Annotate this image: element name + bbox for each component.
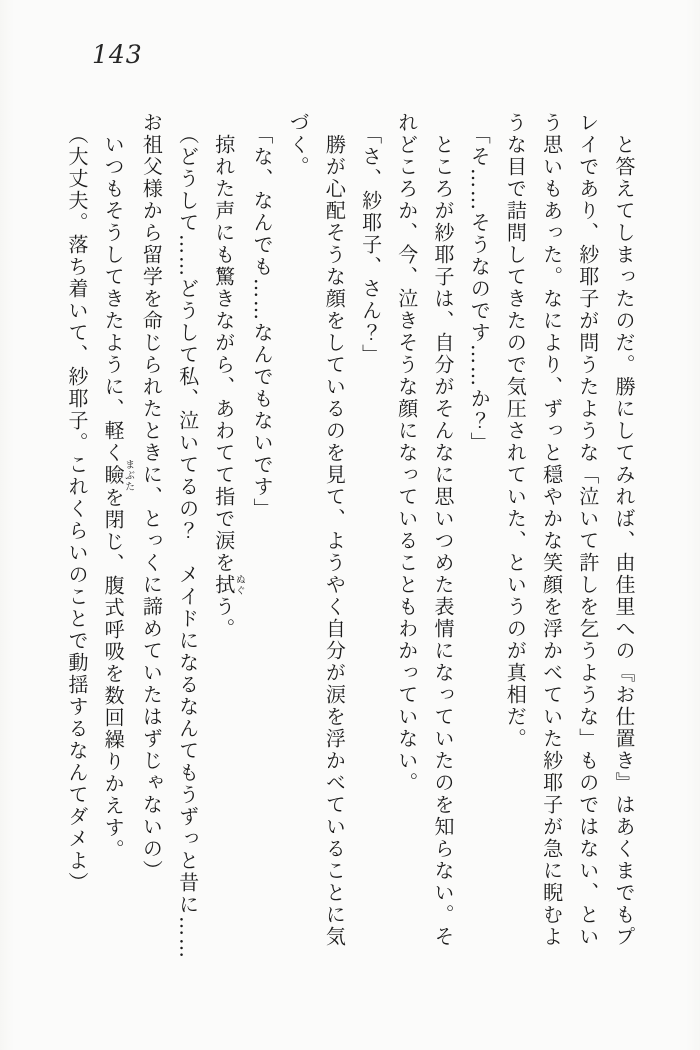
text-line: 勝が心配そうな顔をしているのを見て、ようやく自分が涙を浮かべていることに気	[322, 112, 347, 948]
page-text	[59, 112, 642, 984]
text-line: と答えてしまったのだ。勝にしてみれば、由佳里への『お仕置き』はあくまでもプ	[612, 112, 636, 948]
text-line: いつもそうしてきたように、軽く瞼まぶたを閉じ、腹式呼吸を数回繰りかえす。	[101, 112, 134, 861]
text-line: れどころか、今、泣きそうな顔になっていることもわかっていない。	[394, 112, 419, 794]
page-number: 143	[92, 40, 143, 69]
furigana: ぬぐ	[233, 574, 245, 596]
text-line: づく。	[286, 112, 311, 178]
ruby-annotated-kanji: 拭ぬぐ	[211, 574, 245, 596]
text-line: （どうして……どうして私、泣いてるの？ メイドになるなんてもうずっと昔に……	[175, 112, 200, 960]
text-line: お祖父様から留学を命じられたときに、とっくに諦めていたはずじゃないの）	[139, 112, 164, 882]
furigana: まぶた	[122, 459, 134, 492]
text-line: う思いもあった。なにより、ずっと穏やかな笑顔を浮かべていた紗耶子が急に睨むよ	[539, 112, 564, 948]
ruby-annotated-kanji: 瞼まぶた	[101, 459, 134, 492]
text-line: ところが紗耶子は、自分がそんなに思いつめた表情になっていたのを知らない。そ	[430, 112, 455, 948]
text-line: 「さ、紗耶子、さん？」	[358, 112, 383, 366]
text-line: うな目で詰問してきたので気圧されていた、というのが真相だ。	[503, 112, 528, 750]
text-line: 「な、なんでも……なんでもないです」	[249, 112, 274, 520]
text-line: 掠れた声にも驚きながら、あわてて指で涙を拭ぬぐう。	[211, 112, 245, 640]
text-line: （大丈夫。落ち着いて、紗耶子。これくらいのことで動揺するなんてダメよ）	[64, 112, 89, 894]
text-line: 「そ……そうなのです……か？」	[467, 112, 492, 454]
text-line: レイであり、紗耶子が問うたような「泣いて許しを乞うような」ものではない、とい	[575, 112, 600, 948]
